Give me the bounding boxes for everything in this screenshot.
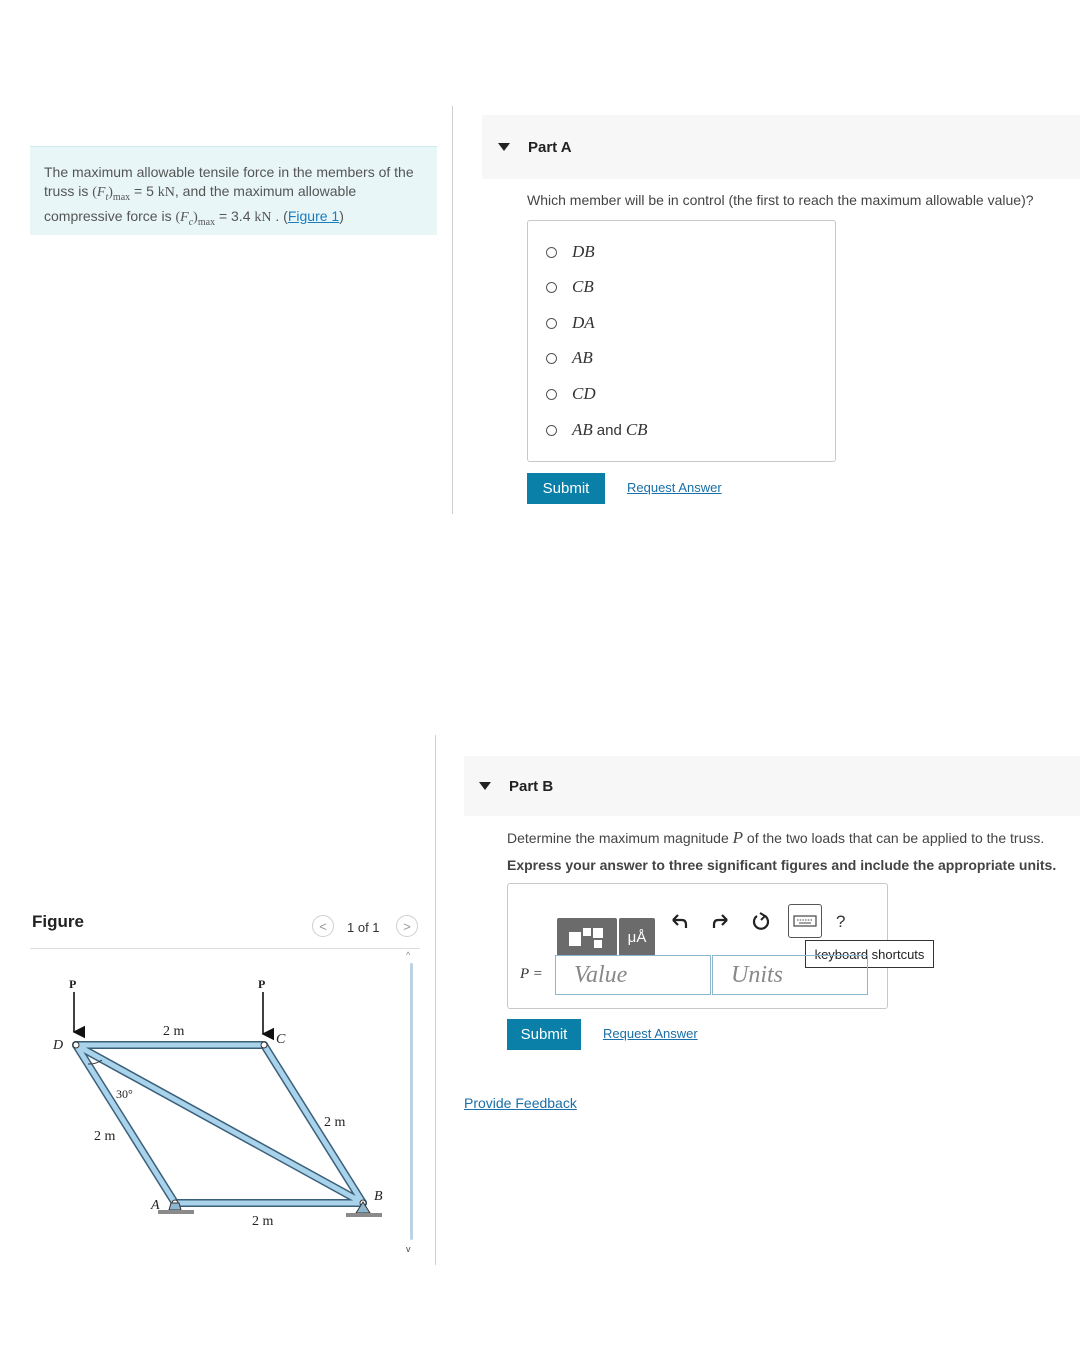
part-b-title: Part B xyxy=(509,777,554,795)
undo-icon[interactable] xyxy=(669,912,689,932)
radio-icon[interactable] xyxy=(546,425,557,436)
provide-feedback-link[interactable]: Provide Feedback xyxy=(464,1095,577,1111)
answer-label xyxy=(520,966,543,983)
label-p-right: P xyxy=(258,977,266,991)
ft-sub: t xyxy=(105,191,109,203)
choices-box xyxy=(527,220,836,462)
fc-symbol: F xyxy=(180,209,189,225)
part-b-question-pre: Determine the maximum magnitude xyxy=(507,830,733,846)
choice-da[interactable] xyxy=(546,313,595,333)
choice-label: CB xyxy=(572,277,594,296)
label-top-length: 2 m xyxy=(163,1024,185,1039)
scroll-up-icon[interactable]: ^ xyxy=(406,950,411,960)
redo-icon[interactable] xyxy=(711,912,731,932)
units-input[interactable]: Units xyxy=(712,955,868,995)
member-db xyxy=(76,1045,363,1203)
prev-figure-button[interactable] xyxy=(312,915,334,937)
label-angle: 30° xyxy=(116,1087,133,1101)
radio-icon[interactable] xyxy=(546,282,557,293)
next-figure-button[interactable] xyxy=(396,915,418,937)
choice-ab[interactable] xyxy=(546,348,593,368)
choice-label: DB xyxy=(572,242,595,261)
part-b-question xyxy=(507,828,1044,848)
chevron-left-icon: < xyxy=(319,918,327,934)
ft-value: = 5 xyxy=(130,183,158,199)
label-a: A xyxy=(151,1198,160,1213)
joint-c xyxy=(261,1042,267,1048)
part-a-request-answer-link[interactable]: Request Answer xyxy=(627,480,722,495)
choice-label: DA xyxy=(572,313,595,332)
fc-unit: kN xyxy=(254,209,272,225)
collapse-triangle-icon xyxy=(498,143,510,151)
ft-max-sub: max xyxy=(112,191,131,203)
part-b-header[interactable] xyxy=(464,756,1080,816)
help-icon[interactable]: ? xyxy=(836,912,846,931)
fc-sub: c xyxy=(188,216,194,228)
choice-label-b: CB xyxy=(625,420,648,439)
radio-icon[interactable] xyxy=(546,353,557,364)
answer-label-text: P = xyxy=(520,966,543,982)
keyboard-button[interactable] xyxy=(788,904,822,938)
joint-d xyxy=(73,1042,79,1048)
chevron-right-icon: > xyxy=(403,918,411,934)
fc-max-sub: max xyxy=(197,216,216,228)
part-b-instruction: Express your answer to three significant figures and include the appropriate units. xyxy=(507,857,1057,873)
divider-bottom xyxy=(435,735,436,1265)
radio-icon[interactable] xyxy=(546,389,557,400)
part-a-submit-button[interactable]: Submit xyxy=(527,473,605,504)
label-bottom-length: 2 m xyxy=(252,1214,274,1229)
label-left-length: 2 m xyxy=(94,1129,116,1144)
value-input[interactable]: Value xyxy=(555,955,711,995)
keyboard-shortcuts-tooltip: keyboard shortcuts xyxy=(805,940,934,968)
problem-text-2: , and the maximum allowable compressive force is xyxy=(44,183,357,224)
keyboard-icon xyxy=(789,905,821,937)
choice-label-a: AB xyxy=(572,420,593,439)
figure-divider xyxy=(30,948,420,949)
part-a-header[interactable] xyxy=(482,115,1080,179)
fc-value: = 3.4 xyxy=(215,207,255,224)
choice-ab-and-cb[interactable] xyxy=(546,420,648,440)
part-b-request-answer-link[interactable]: Request Answer xyxy=(603,1026,698,1041)
figure-title: Figure xyxy=(32,912,84,931)
part-b-submit-button[interactable]: Submit xyxy=(507,1019,581,1050)
figure-link[interactable]: Figure 1 xyxy=(287,207,340,224)
reset-icon[interactable] xyxy=(750,911,772,933)
collapse-triangle-icon xyxy=(479,782,491,790)
choice-cd[interactable] xyxy=(546,384,596,404)
templates-icon xyxy=(557,918,617,956)
part-a-question: Which member will be in control (the first to reach the maximum allowable value)? xyxy=(527,192,1034,208)
choice-db[interactable] xyxy=(546,242,595,262)
radio-icon[interactable] xyxy=(546,247,557,258)
part-a-title: Part A xyxy=(528,138,572,156)
part-b-question-var: P xyxy=(732,828,744,847)
part-b-question-post: of the two loads that can be applied to the truss. xyxy=(743,830,1045,846)
radio-icon[interactable] xyxy=(546,318,557,329)
label-b: B xyxy=(374,1189,383,1204)
label-right-length: 2 m xyxy=(324,1115,346,1130)
choice-label-and: and xyxy=(596,421,622,439)
choice-label: CD xyxy=(572,384,596,403)
truss-diagram xyxy=(40,970,400,1240)
figure-scrollbar[interactable] xyxy=(410,963,413,1240)
label-c: C xyxy=(276,1032,286,1047)
problem-text-1: The maximum allowable tensile force in the members of the truss is xyxy=(44,164,414,199)
units-symbol-button[interactable]: μÅ xyxy=(619,918,655,956)
ft-unit: kN xyxy=(157,185,175,200)
ft-symbol: F xyxy=(96,185,106,200)
problem-statement: The maximum allowable tensile force in the members of the truss is $(F_t)_{max} = 5$ kN, and the maximum allowable compressive force is $(F_c)_{max} = 3.4$ kN . (Figure 1) xyxy=(30,146,437,235)
label-p-left: P xyxy=(69,977,77,991)
scroll-down-icon[interactable]: v xyxy=(406,1244,411,1254)
templates-button[interactable] xyxy=(557,918,617,956)
label-d: D xyxy=(53,1038,64,1053)
figure-page-count: 1 of 1 xyxy=(347,920,380,935)
divider-top xyxy=(452,106,453,514)
choice-cb[interactable] xyxy=(546,277,594,297)
choice-label: AB xyxy=(572,348,593,367)
